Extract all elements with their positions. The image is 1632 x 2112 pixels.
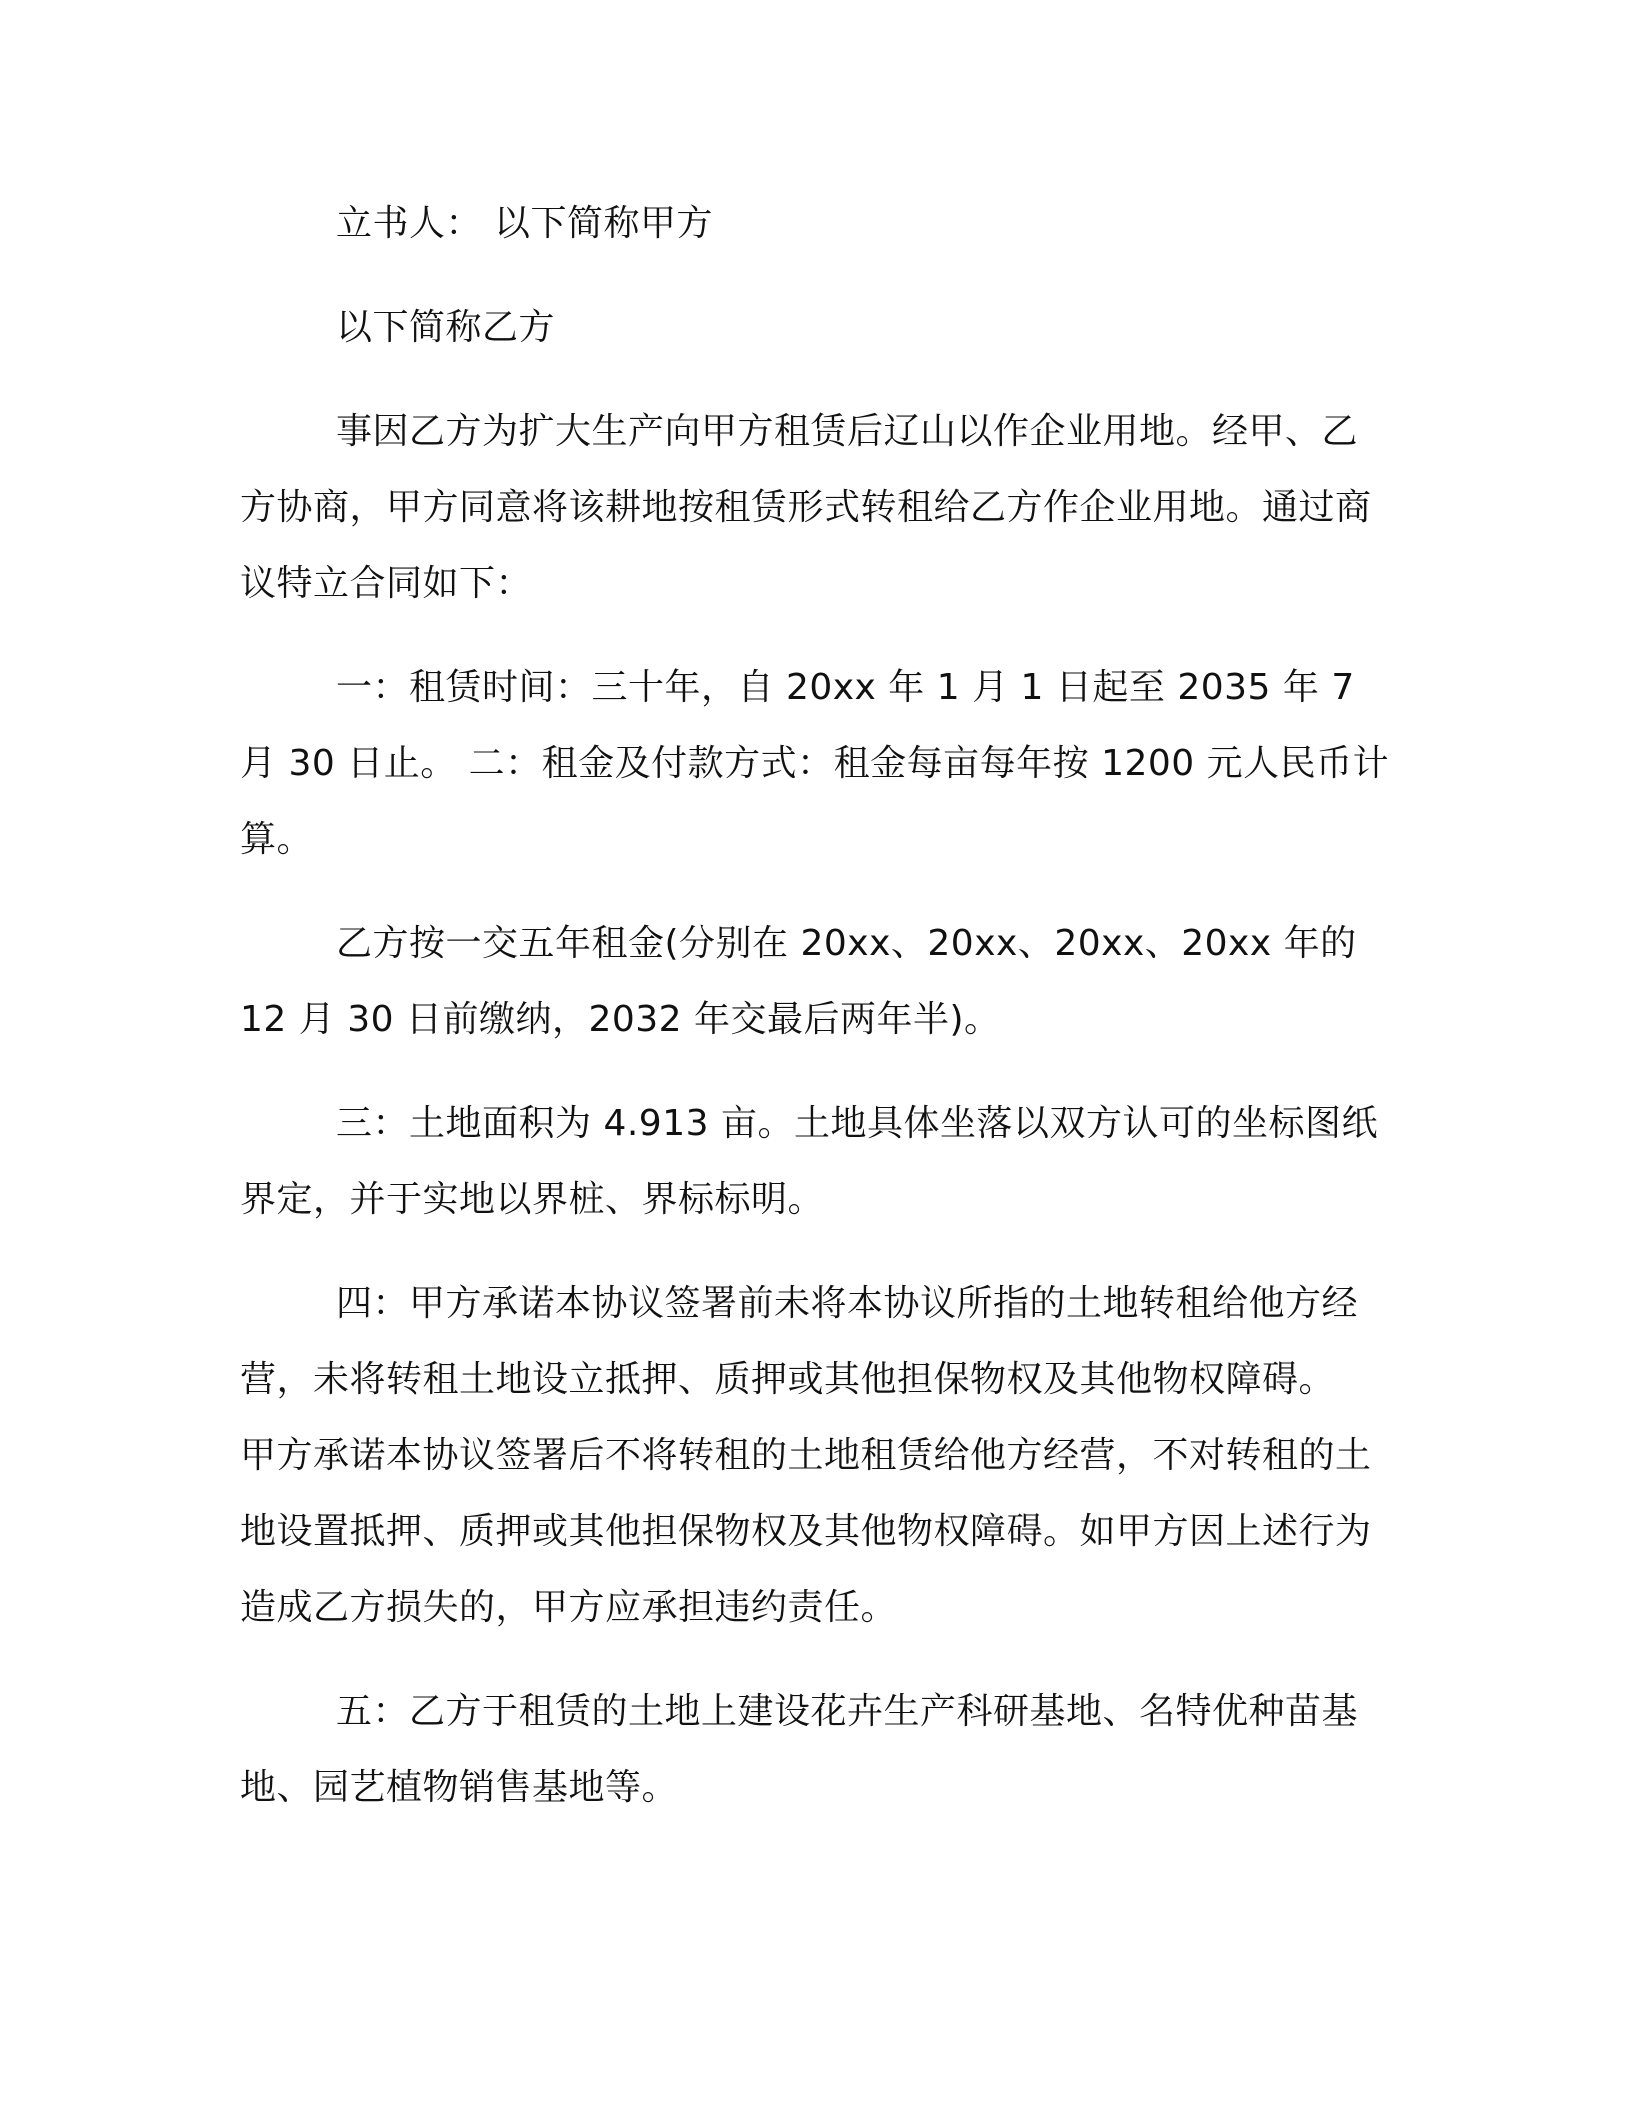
paragraph-payment-schedule: 乙方按一交五年租金(分别在 20xx、20xx、20xx、20xx 年的 12 月 30 日前缴纳，2032 年交最后两年半)。 <box>240 923 1357 1040</box>
document-body <box>240 186 1390 1854</box>
paragraph-land-use: 五：乙方于租赁的土地上建设花卉生产科研基地、名特优种苗基地、园艺植物销售基地等。 <box>240 1691 1359 1808</box>
paragraph-land-area: 三：土地面积为 4.913 亩。土地具体坐落以双方认可的坐标图纸界定，并于实地以界桩、界标标明。 <box>240 1103 1378 1220</box>
paragraph-signatory-party-a: 立书人： 以下简称甲方 <box>336 203 713 244</box>
paragraph-party-a-warranty: 四：甲方承诺本协议签署前未将本协议所指的土地转租给他方经营，未将转租土地设立抵押、质押或其他担保物权及其他物权障碍。 <box>240 1283 1359 1400</box>
paragraph-term-and-rent: 一：租赁时间：三十年，自 20xx 年 1 月 1 日起至 2035 年 7 月 30 日止。 二：租金及付款方式：租金每亩每年按 1200 元人民币计算。 <box>240 667 1390 860</box>
paragraph-preamble: 事因乙方为扩大生产向甲方租赁后辽山以作企业用地。经甲、乙方协商，甲方同意将该耕地按租赁形式转租给乙方作企业用地。通过商议特立合同如下： <box>240 411 1372 604</box>
paragraph-party-a-commitment: 甲方承诺本协议签署后不将转租的土地租赁给他方经营，不对转租的土地设置抵押、质押或其他担保物权及其他物权障碍。如甲方因上述行为造成乙方损失的，甲方应承担违约责任。 <box>240 1435 1372 1628</box>
paragraph-party-b: 以下简称乙方 <box>336 307 556 348</box>
